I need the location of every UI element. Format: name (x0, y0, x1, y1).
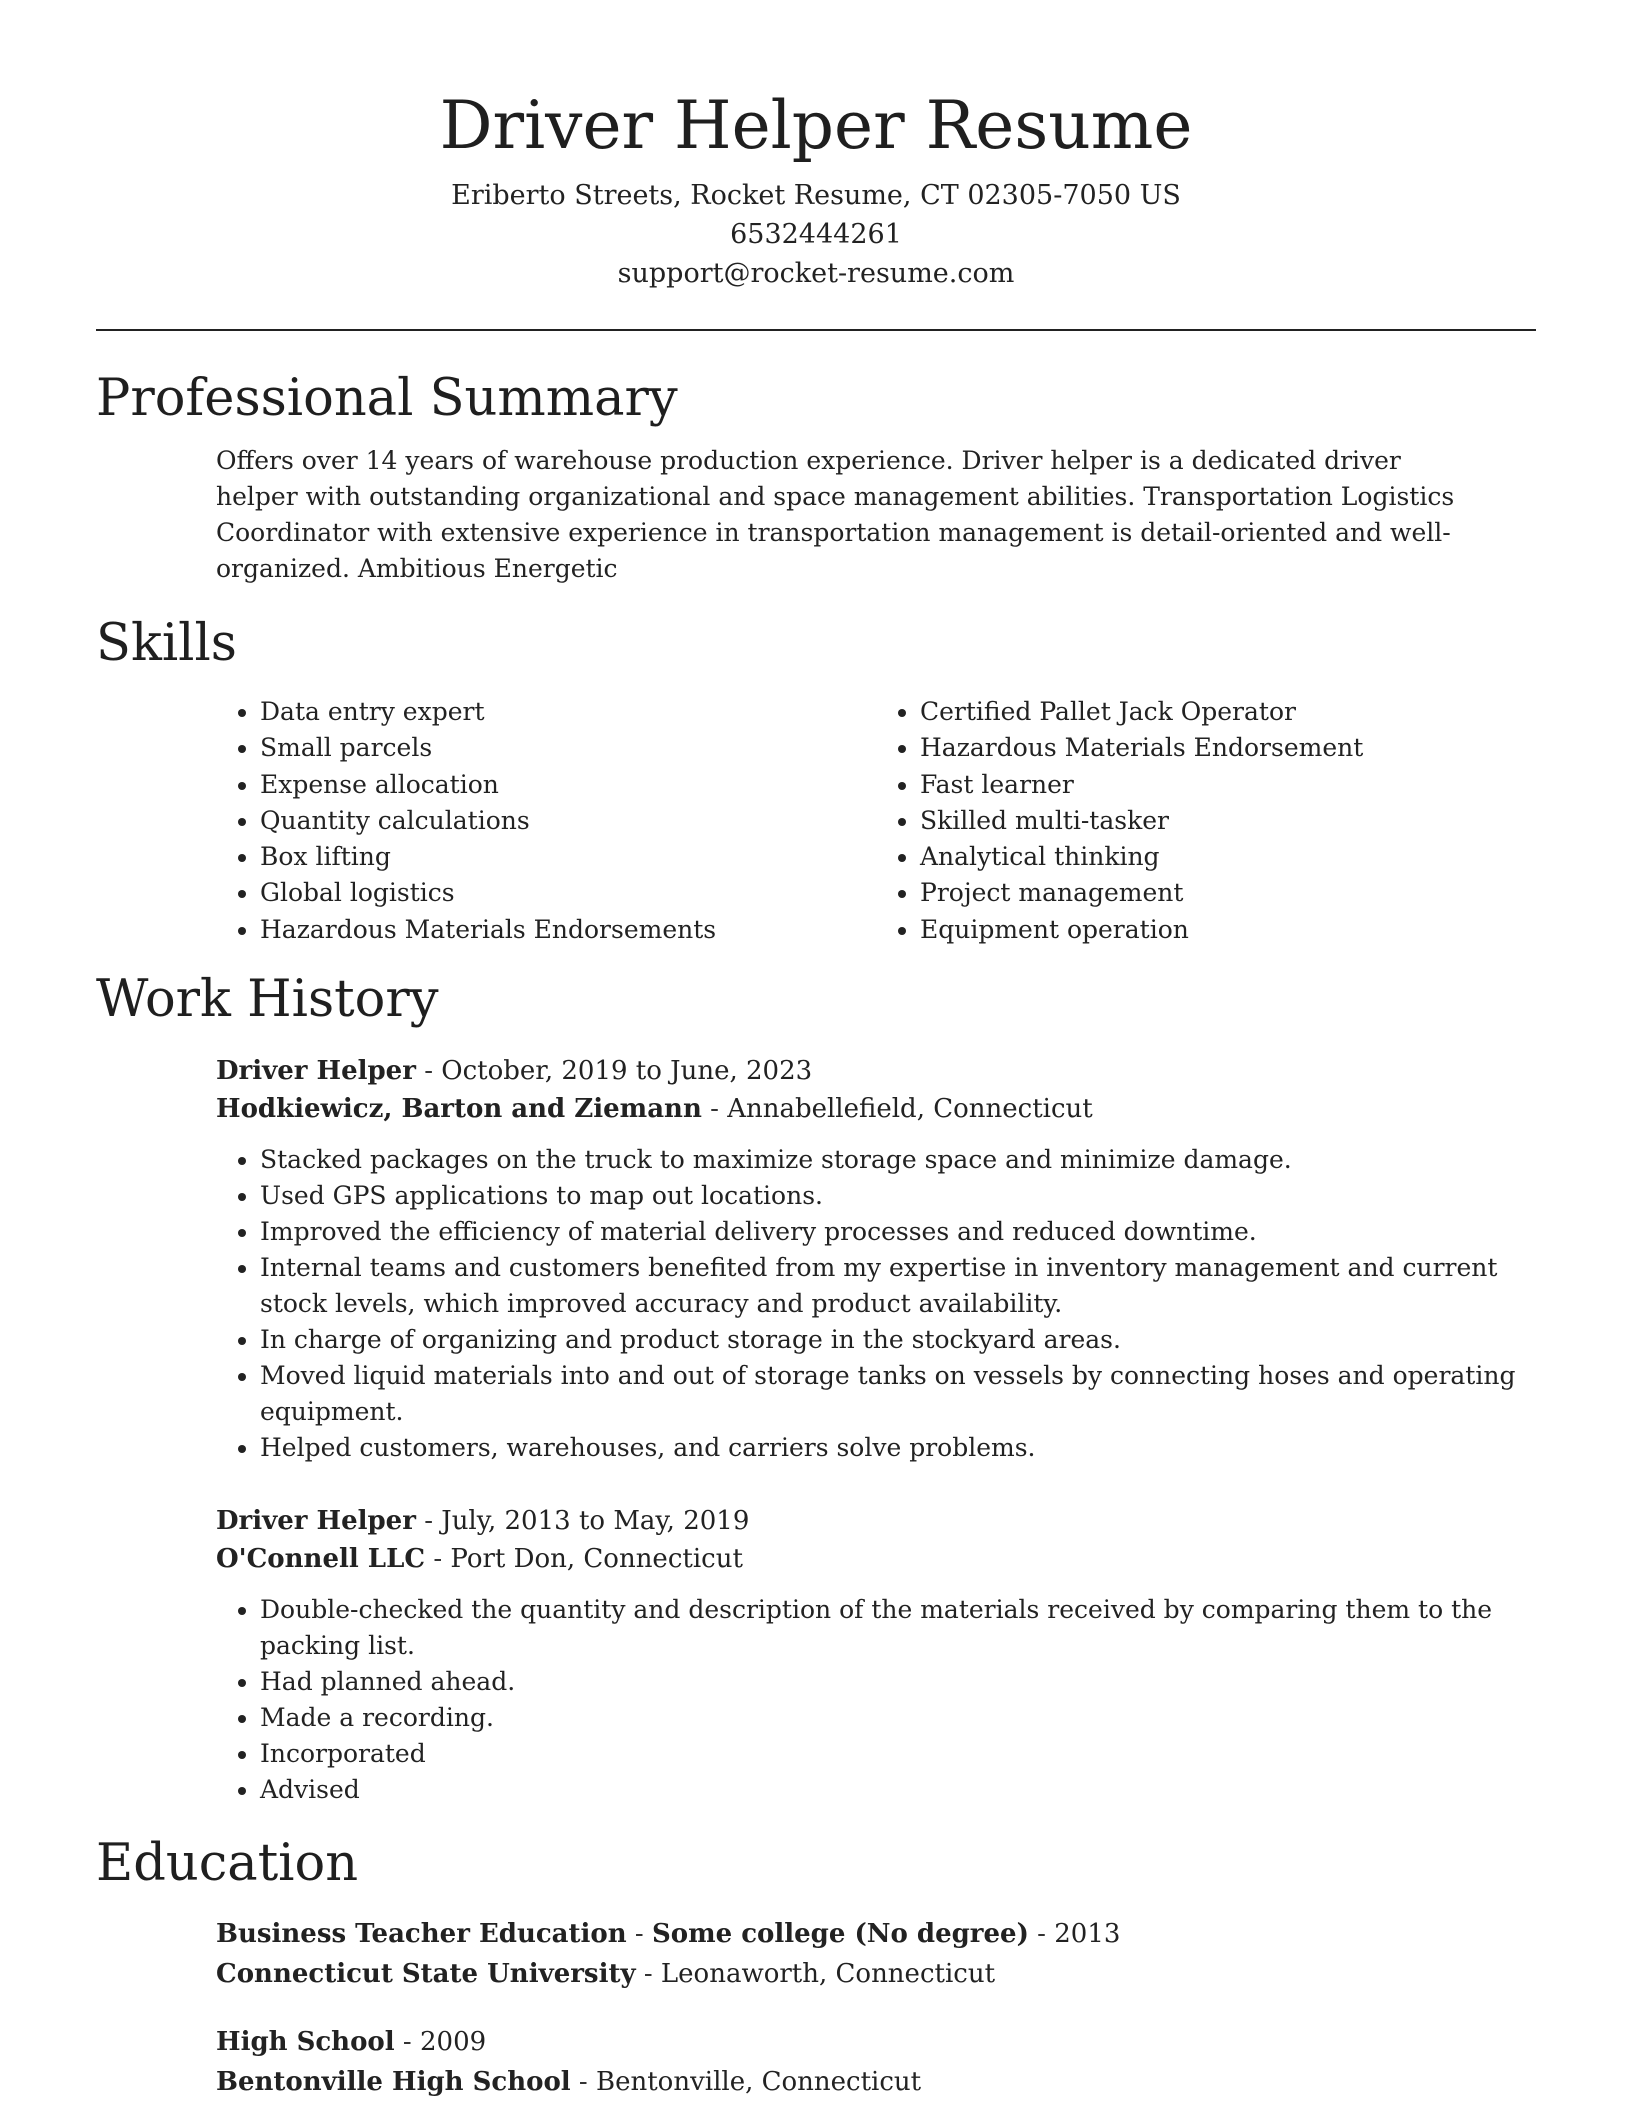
education-field: Business Teacher Education (216, 1919, 627, 1950)
education-degree-line (216, 1914, 1536, 1954)
skill-item: • Expense allocation (260, 767, 876, 803)
job-duty: • Advised (260, 1772, 1536, 1808)
resume-page (96, 0, 1536, 2102)
skill-item: • Hazardous Materials Endorsement (920, 730, 1536, 766)
education-school-line (216, 2062, 1536, 2102)
separator: - (415, 1056, 442, 1087)
work-history-heading: Work History (96, 970, 439, 1030)
skill-item: • Fast learner (920, 767, 1536, 803)
job-dates: October, 2019 to June, 2023 (441, 1056, 813, 1087)
job-duty: • Moved liquid materials into and out of storage tanks on vessels by connecting hoses and operating equipment. (260, 1358, 1536, 1430)
education-section (96, 1832, 1536, 2102)
job-duty: • In charge of organizing and product storage in the stockyard areas. (260, 1322, 1536, 1358)
job-entry (216, 1052, 1536, 1466)
separator: - (570, 2067, 596, 2098)
job-dates: July, 2013 to May, 2019 (441, 1506, 750, 1537)
separator: - (1028, 1919, 1055, 1950)
skill-item: • Global logistics (260, 875, 876, 911)
education-year: 2009 (419, 2027, 487, 2058)
education-school: Connecticut State University (216, 1959, 636, 1990)
job-location: Annabellefield, Connecticut (727, 1094, 1093, 1125)
skill-item: • Small parcels (260, 730, 876, 766)
education-location: Bentonville, Connecticut (595, 2067, 922, 2098)
separator: - (635, 1959, 661, 1990)
skill-item: • Certified Pallet Jack Operator (920, 694, 1536, 730)
job-duty: • Had planned ahead. (260, 1664, 1536, 1700)
resume-header (96, 0, 1536, 293)
job-duty: • Helped customers, warehouses, and carriers solve problems. (260, 1430, 1536, 1466)
education-entry (216, 2022, 1536, 2102)
job-duty: • Used GPS applications to map out locations. (260, 1178, 1536, 1214)
separator: - (701, 1094, 728, 1125)
job-duty: • Stacked packages on the truck to maximize storage space and minimize damage. (260, 1142, 1536, 1178)
phone: 6532444261 (730, 219, 902, 250)
job-entry (216, 1502, 1536, 1808)
separator: - (626, 1919, 652, 1950)
summary-text: Offers over 14 years of warehouse production experience. Driver helper is a dedicated driver helper with outstanding organizational and space management abilities. Transportation Logistics Coordinator with extensive experience in transportation management is detail-oriented and well-organized. Ambitious Energetic (216, 446, 1455, 583)
contact-info (96, 176, 1536, 293)
job-location: Port Don, Connecticut (450, 1544, 743, 1575)
skill-item: • Project management (920, 875, 1536, 911)
skill-item: • Data entry expert (260, 694, 876, 730)
header-divider (96, 329, 1536, 331)
education-heading: Education (96, 1834, 359, 1894)
job-position: Driver Helper (216, 1506, 416, 1537)
job-company-line (216, 1090, 1536, 1128)
education-degree-line (216, 2022, 1536, 2062)
separator: - (415, 1506, 442, 1537)
job-duties-list (216, 1142, 1536, 1466)
skills-section (96, 612, 1536, 948)
skill-item: • Skilled multi-tasker (920, 803, 1536, 839)
education-school-line (216, 1954, 1536, 1994)
job-duties-list (216, 1592, 1536, 1808)
education-entry (216, 1914, 1536, 1994)
skill-item: • Quantity calculations (260, 803, 876, 839)
summary-section (96, 367, 1536, 587)
skills-column-left (216, 694, 876, 948)
job-company: Hodkiewicz, Barton and Ziemann (216, 1094, 702, 1125)
job-title-line (216, 1502, 1536, 1540)
job-duty: • Improved the efficiency of material delivery processes and reduced downtime. (260, 1214, 1536, 1250)
education-school: Bentonville High School (216, 2067, 571, 2098)
education-location: Leonaworth, Connecticut (660, 1959, 996, 1990)
job-company: O'Connell LLC (216, 1544, 426, 1575)
skills-column-right (876, 694, 1536, 948)
resume-title: Driver Helper Resume (439, 87, 1193, 164)
skill-item: • Box lifting (260, 839, 876, 875)
work-history-section (96, 968, 1536, 1808)
education-field: High School (216, 2027, 395, 2058)
job-company-line (216, 1540, 1536, 1578)
skill-item: • Equipment operation (920, 912, 1536, 948)
job-duty: • Double-checked the quantity and description of the materials received by comparing them to the packing list. (260, 1592, 1536, 1664)
job-title-line (216, 1052, 1536, 1090)
education-degree: Some college (No degree) (651, 1919, 1029, 1950)
summary-heading: Professional Summary (96, 369, 678, 428)
skills-heading: Skills (96, 614, 237, 673)
job-duty: • Incorporated (260, 1736, 1536, 1772)
job-duty: • Internal teams and customers benefited from my expertise in inventory management and current stock levels, which improved accuracy and product availability. (260, 1250, 1536, 1322)
education-year: 2013 (1054, 1919, 1121, 1950)
job-position: Driver Helper (216, 1056, 416, 1087)
skill-item: • Hazardous Materials Endorsements (260, 912, 876, 948)
email: support@rocket-resume.com (617, 258, 1015, 289)
skill-item: • Analytical thinking (920, 839, 1536, 875)
job-duty: • Made a recording. (260, 1700, 1536, 1736)
address: Eriberto Streets, Rocket Resume, CT 02305-7050 US (451, 180, 1181, 211)
skills-grid (216, 694, 1536, 948)
separator: - (425, 1544, 451, 1575)
separator: - (394, 2027, 420, 2058)
